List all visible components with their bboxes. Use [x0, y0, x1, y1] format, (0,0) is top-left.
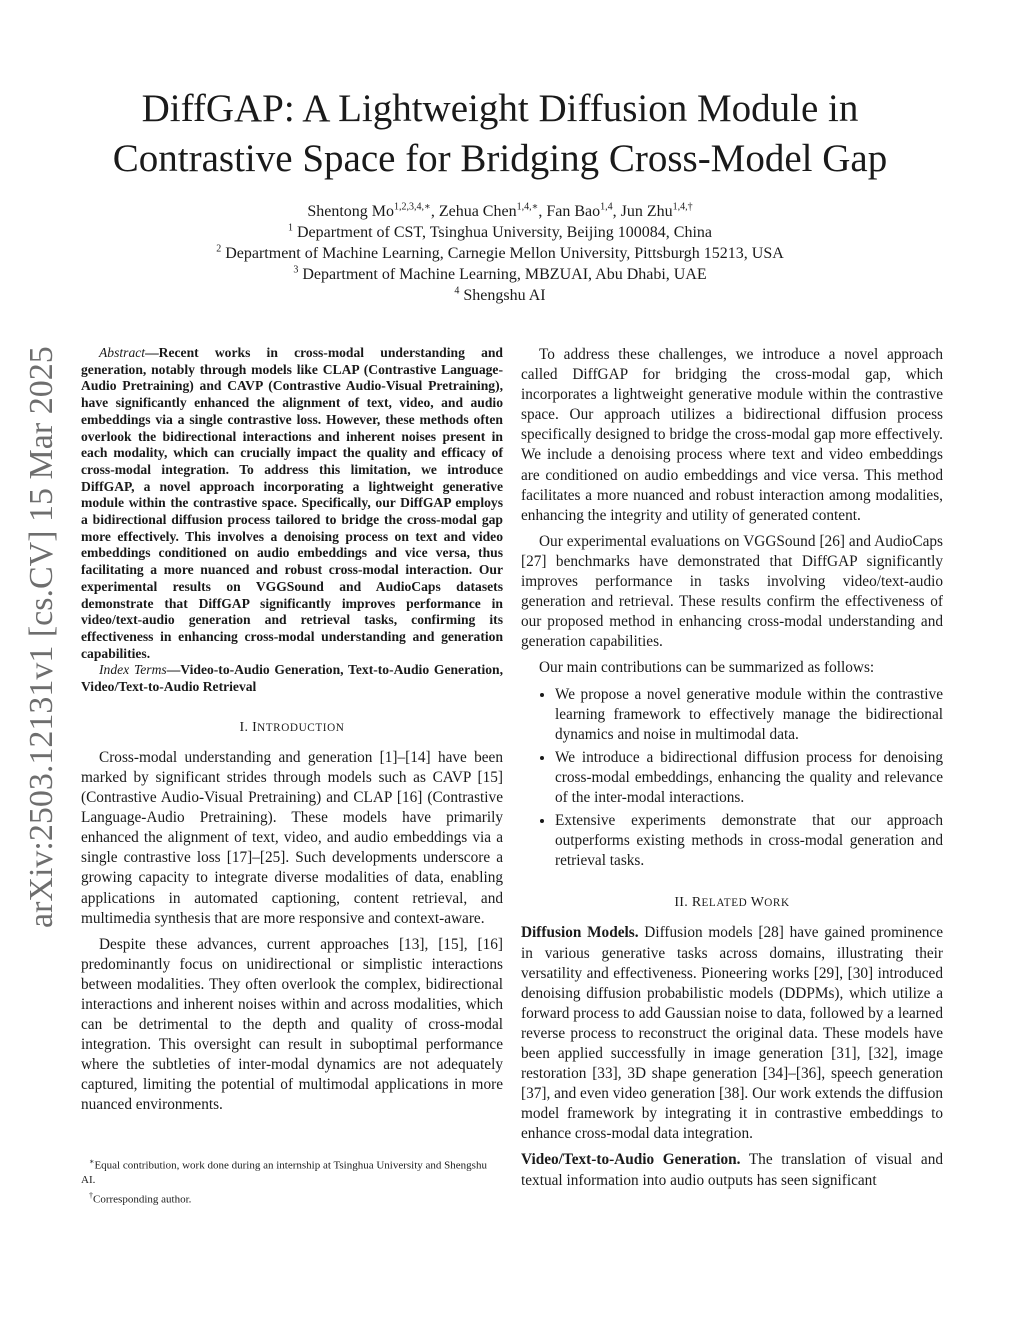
list-item: • We propose a novel generative module within the contrastive learning framework to effectively manage the bidirectional dynamics and noise in multimodal data.: [555, 685, 943, 745]
section-heading-related-work: [521, 893, 943, 913]
affiliation-number: 4: [454, 285, 460, 297]
author-name: Fan Bao: [546, 203, 601, 220]
contributions-lead: Our main contributions can be summarized as follows:: [539, 659, 875, 677]
footnote-text: Equal contribution, work done during an internship at Tsinghua University and Shengshu AI.: [81, 1159, 487, 1186]
index-terms: [81, 662, 503, 695]
author-affil-mark: 1,4,∗: [516, 201, 539, 213]
intro-paragraph-2: Despite these advances, current approaches [13], [15], [16] predominantly focus on unidirectional or simplistic interactions between modalities. They often overlook the complex, bidirectional interactions and inherent noises within and across modalities, which can be detrimental to the depth and quality of cross-modal integration. This oversight can result in suboptimal performance where the subtleties of inter-modal dynamics are not adequately captured, limiting the potential of multimodal applications in more nuanced environments.: [81, 935, 503, 1114]
affiliation-text: Department of CST, Tsinghua University, Beijing 100084, China: [297, 224, 712, 241]
intro-paragraph-4: Our experimental evaluations on VGGSound [26] and AudioCaps [27] benchmarks have demonstrated that DiffGAP significantly improves performance in tasks involving video/text-audio generation and retrieval. These results confirm the effectiveness of our proposed method in enhancing cross-modal understanding and generation capabilities.: [521, 532, 943, 651]
run-in-heading: Diffusion Models.: [521, 924, 639, 942]
section-title-initial: I: [252, 719, 258, 735]
left-column: [81, 345, 503, 1122]
footnote-mark: ∗: [89, 1157, 95, 1166]
author-affil-mark: 1,2,3,4,∗: [394, 201, 431, 213]
right-column: [521, 345, 943, 1197]
abstract-label: Abstract: [99, 345, 146, 360]
author-affil-mark: 1,4: [600, 201, 613, 213]
contributions-list: [521, 685, 943, 872]
related-paragraph-diffusion: [521, 923, 943, 1144]
list-item: • Extensive experiments demonstrate that our approach outperforms existing methods in cross-modal generation and retrieval tasks.: [555, 811, 943, 871]
affiliation-number: 1: [288, 222, 293, 234]
index-terms-label: Index Terms: [99, 662, 167, 678]
arxiv-identifier[interactable]: arXiv:2503.12131v1 [cs.CV] 15 Mar 2025: [23, 346, 60, 928]
author-name: Jun Zhu: [620, 203, 673, 220]
section-title-rest: ELATED: [701, 897, 751, 910]
author-list: Shentong $Mo^{1,2,3,4,∗}$, Zehua Chen$^{1,4,∗}$, Fan Bao$^{1,4}$, Jun Zhu$^{1,4,\dagger}$: [307, 201, 693, 220]
intro-paragraph-1: Cross-modal understanding and generation [1]–[14] have been marked by significant strides through models such as CAVP [15] (Contrastive Audio-Visual Pretraining) and CLAP [16] (Contrastive Language-Audio Pretraining). These models have primarily enhanced the alignment of text, video, and audio embeddings via a single contrastive loss [17]–[25]. Such developments underscore a growing capacity to integrate diverse modalities of data, enabling applications in automated captioning, content retrieval, and multimedia synthesis that are more responsive and context-aware.: [81, 748, 503, 927]
index-terms-text: —Video-to-Audio Generation, Text-to-Audio Generation, Video/Text-to-Audio Retrieval: [81, 662, 503, 695]
paper-title: [60, 84, 940, 184]
affiliation-number: 3: [293, 264, 299, 276]
abstract-text: —Recent works in cross-modal understanding and generation, notably through models like CLAP (Contrastive Language-Audio Pretraining) and CAVP (Contrastive Audio-Visual Pretraining), have significantly enhanced the alignment of text, video, and audio embeddings via a single contrastive loss. However, these methods often overlook the bidirectional interactions and inherent noises present in each modality, which can crucially impact the quality and efficacy of cross-modal integration. To address this limitation, we introduce DiffGAP, a novel approach incorporating a lightweight generative module within the contrastive space. Specifically, our DiffGAP employs a bidirectional diffusion process tailored to bridge the cross-modal gap more effectively. This involves a denoising process on text and video embeddings conditioned on audio embeddings and vice versa, thus facilitating a more nuanced and robust cross-modal interaction. Our experimental results on VGGSound and AudioCaps datasets demonstrate that DiffGAP significantly improves performance in video/text-audio generation and retrieval tasks, confirming its effectiveness in enhancing cross-modal understanding and generation capabilities.: [81, 345, 503, 661]
related-paragraph-generation: [521, 1150, 943, 1190]
abstract: [81, 345, 503, 662]
section-title-rest: NTRODUCTION: [257, 721, 345, 734]
footnote-corresponding: [81, 1189, 503, 1207]
affiliation-text: Department of Machine Learning, Carnegie Mellon University, Pittsburgh 15213, USA: [225, 245, 784, 262]
paragraph-text: The translation of visual and textual information into audio outputs has seen significant: [521, 1151, 943, 1189]
footnotes: [81, 1155, 503, 1208]
run-in-heading: Video/Text-to-Audio Generation.: [521, 1151, 741, 1169]
affiliation: [120, 264, 880, 285]
section-heading-introduction: [81, 718, 503, 738]
section-number: I.: [239, 719, 253, 735]
affiliation-text: Department of Machine Learning, MBZUAI, Abu Dhabi, UAE: [302, 266, 707, 283]
title-line-1: DiffGAP: A Lightweight Diffusion Module in: [141, 87, 859, 130]
section-title-initial: R: [691, 895, 702, 911]
list-item: • We introduce a bidirectional diffusion process for denoising cross-modal embeddings, enhancing the quality and relevance of the inter-modal interactions.: [555, 748, 943, 808]
title-line-2: Contrastive Space for Bridging Cross-Model Gap: [112, 137, 888, 180]
affiliation: [120, 222, 880, 243]
intro-paragraph-3: To address these challenges, we introduce a novel approach called DiffGAP for bridging the cross-modal gap, which incorporates a lightweight generative module within the contrastive space. Our approach utilizes a bidirectional diffusion process specifically designed to bridge the cross-modal gap more effectively. We include a denoising process where text and video embeddings are conditioned on audio embeddings and vice versa. This method facilitates a more nuanced and robust interaction among modalities, enhancing the integrity and utility of generated content.: [521, 346, 943, 524]
author-affil-mark: 1,4,†: [672, 201, 693, 213]
paragraph-text: Diffusion models [28] have gained prominence in various generative tasks across domains, illustrating their versatility and effectiveness. Pioneering works [29], [30] introduced denoising diffusion probabilistic models (DDPMs), which utilize a forward process to add Gaussian noise to data, followed by a learned reverse process to reconstruct the original data. These models have been applied successfully in image generation [31], [32], image restoration [33], 3D shape generation [34]–[36], speech generation [37], and even video generation [38]. Our work extends the diffusion model framework by integrating it in contrastive embeddings to enhance cross-modal data integration.: [521, 924, 943, 1143]
footnote-mark: †: [89, 1190, 93, 1200]
section-title-rest: ORK: [764, 897, 790, 910]
footnote-text: Corresponding author.: [93, 1193, 192, 1206]
affiliation: [120, 243, 880, 264]
affiliation: [120, 285, 880, 306]
author-name: Zehua Chen: [438, 203, 517, 220]
section-title-initial: W: [750, 895, 765, 911]
author-block: [120, 201, 880, 306]
affiliation-text: Shengshu AI: [463, 287, 546, 304]
affiliation-number: 2: [216, 243, 222, 255]
author-name: Shentong Mo: [307, 203, 395, 220]
section-number: II.: [674, 895, 692, 911]
footnote-equal-contribution: [81, 1155, 503, 1187]
